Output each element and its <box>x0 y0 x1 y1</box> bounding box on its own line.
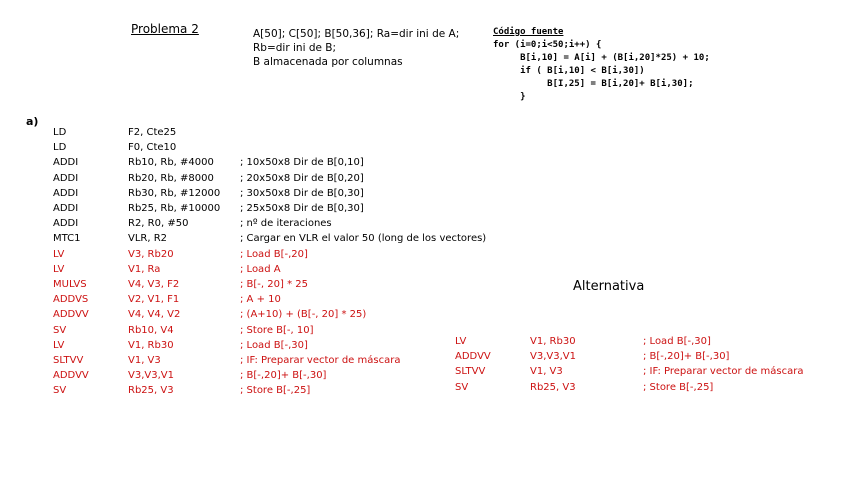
instruction-operands: Rb25, Rb, #10000 <box>128 203 221 214</box>
instruction-opcode: ADDVV <box>53 370 89 382</box>
instruction-comment: ; IF: Preparar vector de máscara <box>643 366 804 378</box>
instruction-operands: Rb20, Rb, #8000 <box>128 172 214 184</box>
problem-description <box>253 27 459 69</box>
instruction-opcode: MTC1 <box>53 233 81 245</box>
instruction-opcode: ADDI <box>53 203 79 214</box>
alternative-row <box>455 349 835 364</box>
program-row <box>53 277 513 292</box>
code-line: B[I,25] = B[i,20]+ B[i,30]; <box>493 79 694 89</box>
instruction-opcode: ADDI <box>53 157 79 169</box>
instruction-operands: V4, V3, F2 <box>128 279 180 290</box>
alternative-title: Alternativa <box>573 279 645 294</box>
instruction-operands: VLR, R2 <box>128 233 168 245</box>
instruction-operands: Rb25, V3 <box>530 381 576 393</box>
instruction-opcode: LV <box>53 248 65 260</box>
instruction-comment: ; 20x50x8 Dir de B[0,20] <box>240 172 364 184</box>
instruction-comment: ; Load B[-,30] <box>240 339 308 351</box>
instruction-opcode: LV <box>53 263 65 275</box>
program-row <box>53 338 513 353</box>
instruction-opcode: LD <box>53 127 67 138</box>
instruction-opcode: SLTVV <box>455 366 486 378</box>
program-row <box>53 262 513 277</box>
code-line: B[i,10] = A[i] + (B[i,20]*25) + 10; <box>493 53 710 63</box>
instruction-comment: ; 30x50x8 Dir de B[0,30] <box>240 187 364 199</box>
instruction-operands: V1, V3 <box>530 366 563 378</box>
instruction-comment: ; B[-,20]+ B[-,30] <box>643 351 730 363</box>
instruction-operands: V3,V3,V1 <box>128 370 174 382</box>
instruction-comment: ; (A+10) + (B[-, 20] * 25) <box>240 309 367 321</box>
instruction-operands: V1, V3 <box>128 355 161 366</box>
instruction-opcode: MULVS <box>53 279 87 290</box>
instruction-operands: V1, Rb30 <box>530 336 576 347</box>
instruction-operands: V2, V1, F1 <box>128 294 180 306</box>
instruction-operands: V3,V3,V1 <box>530 351 576 363</box>
program-row <box>53 247 513 262</box>
instruction-comment: ; Load B[-,30] <box>643 336 711 347</box>
instruction-comment: ; B[-,20]+ B[-,30] <box>240 370 327 382</box>
instruction-opcode: SLTVV <box>53 355 84 366</box>
description-line: Rb=dir ini de B; <box>253 42 337 54</box>
instruction-comment: ; Store B[-,25] <box>643 381 714 393</box>
source-code-block <box>493 26 710 104</box>
instruction-comment: ; Load A <box>240 263 281 275</box>
program-row <box>53 216 513 231</box>
program-row <box>53 201 513 216</box>
code-line: for (i=0;i<50;i++) { <box>493 40 602 50</box>
instruction-opcode: ADDVS <box>53 294 89 306</box>
instruction-opcode: SV <box>53 385 67 397</box>
instruction-opcode: ADDI <box>53 187 79 199</box>
program-row <box>53 186 513 201</box>
instruction-opcode: LV <box>53 339 65 351</box>
part-label: a) <box>26 115 39 128</box>
instruction-opcode: SV <box>53 324 67 336</box>
code-line: if ( B[i,10] < B[i,30]) <box>493 66 645 76</box>
program-row <box>53 307 513 322</box>
program-row <box>53 353 513 368</box>
instruction-comment: ; B[-, 20] * 25 <box>240 279 308 290</box>
instruction-operands: F2, Cte25 <box>128 127 177 138</box>
instruction-opcode: ADDI <box>53 172 79 184</box>
instruction-comment: ; IF: Preparar vector de máscara <box>240 355 401 366</box>
instruction-opcode: LD <box>53 142 67 154</box>
alternative-row <box>455 334 835 349</box>
instruction-opcode: ADDVV <box>455 351 491 363</box>
alternative-row <box>455 364 835 379</box>
description-line: A[50]; C[50]; B[50,36]; Ra=dir ini de A; <box>253 28 460 40</box>
instruction-comment: ; Load B[-,20] <box>240 248 308 260</box>
instruction-operands: R2, R0, #50 <box>128 218 189 230</box>
instruction-operands: V3, Rb20 <box>128 248 174 260</box>
instruction-comment: ; nº de iteraciones <box>240 218 332 230</box>
instruction-operands: Rb10, Rb, #4000 <box>128 157 214 169</box>
instruction-comment: ; 10x50x8 Dir de B[0,10] <box>240 157 364 169</box>
instruction-operands: V1, Rb30 <box>128 339 174 351</box>
instruction-opcode: ADDI <box>53 218 79 230</box>
program-row <box>53 323 513 338</box>
program-row <box>53 125 513 140</box>
instruction-operands: Rb10, V4 <box>128 324 174 336</box>
instruction-operands: Rb25, V3 <box>128 385 174 397</box>
code-line: } <box>493 92 526 102</box>
instruction-opcode: LV <box>455 336 467 347</box>
program-row <box>53 155 513 170</box>
program-row <box>53 231 513 246</box>
instruction-opcode: SV <box>455 381 469 393</box>
instruction-comment: ; A + 10 <box>240 294 281 306</box>
program-row <box>53 140 513 155</box>
instruction-operands: F0, Cte10 <box>128 142 177 154</box>
instruction-opcode: ADDVV <box>53 309 89 321</box>
instruction-operands: Rb30, Rb, #12000 <box>128 187 221 199</box>
instruction-comment: ; Cargar en VLR el valor 50 (long de los vectores) <box>240 233 487 245</box>
instruction-operands: V4, V4, V2 <box>128 309 181 321</box>
source-code-title: Código fuente <box>493 27 564 37</box>
alternative-row <box>455 380 835 395</box>
instruction-comment: ; Store B[-,25] <box>240 385 311 397</box>
program-row <box>53 292 513 307</box>
instruction-comment: ; 25x50x8 Dir de B[0,30] <box>240 203 364 214</box>
program-row <box>53 171 513 186</box>
instruction-operands: V1, Ra <box>128 263 161 275</box>
instruction-comment: ; Store B[-, 10] <box>240 324 314 336</box>
description-line: B almacenada por columnas <box>253 56 403 68</box>
program-row <box>53 383 513 398</box>
program-row <box>53 368 513 383</box>
problem-title: Problema 2 <box>131 22 199 36</box>
